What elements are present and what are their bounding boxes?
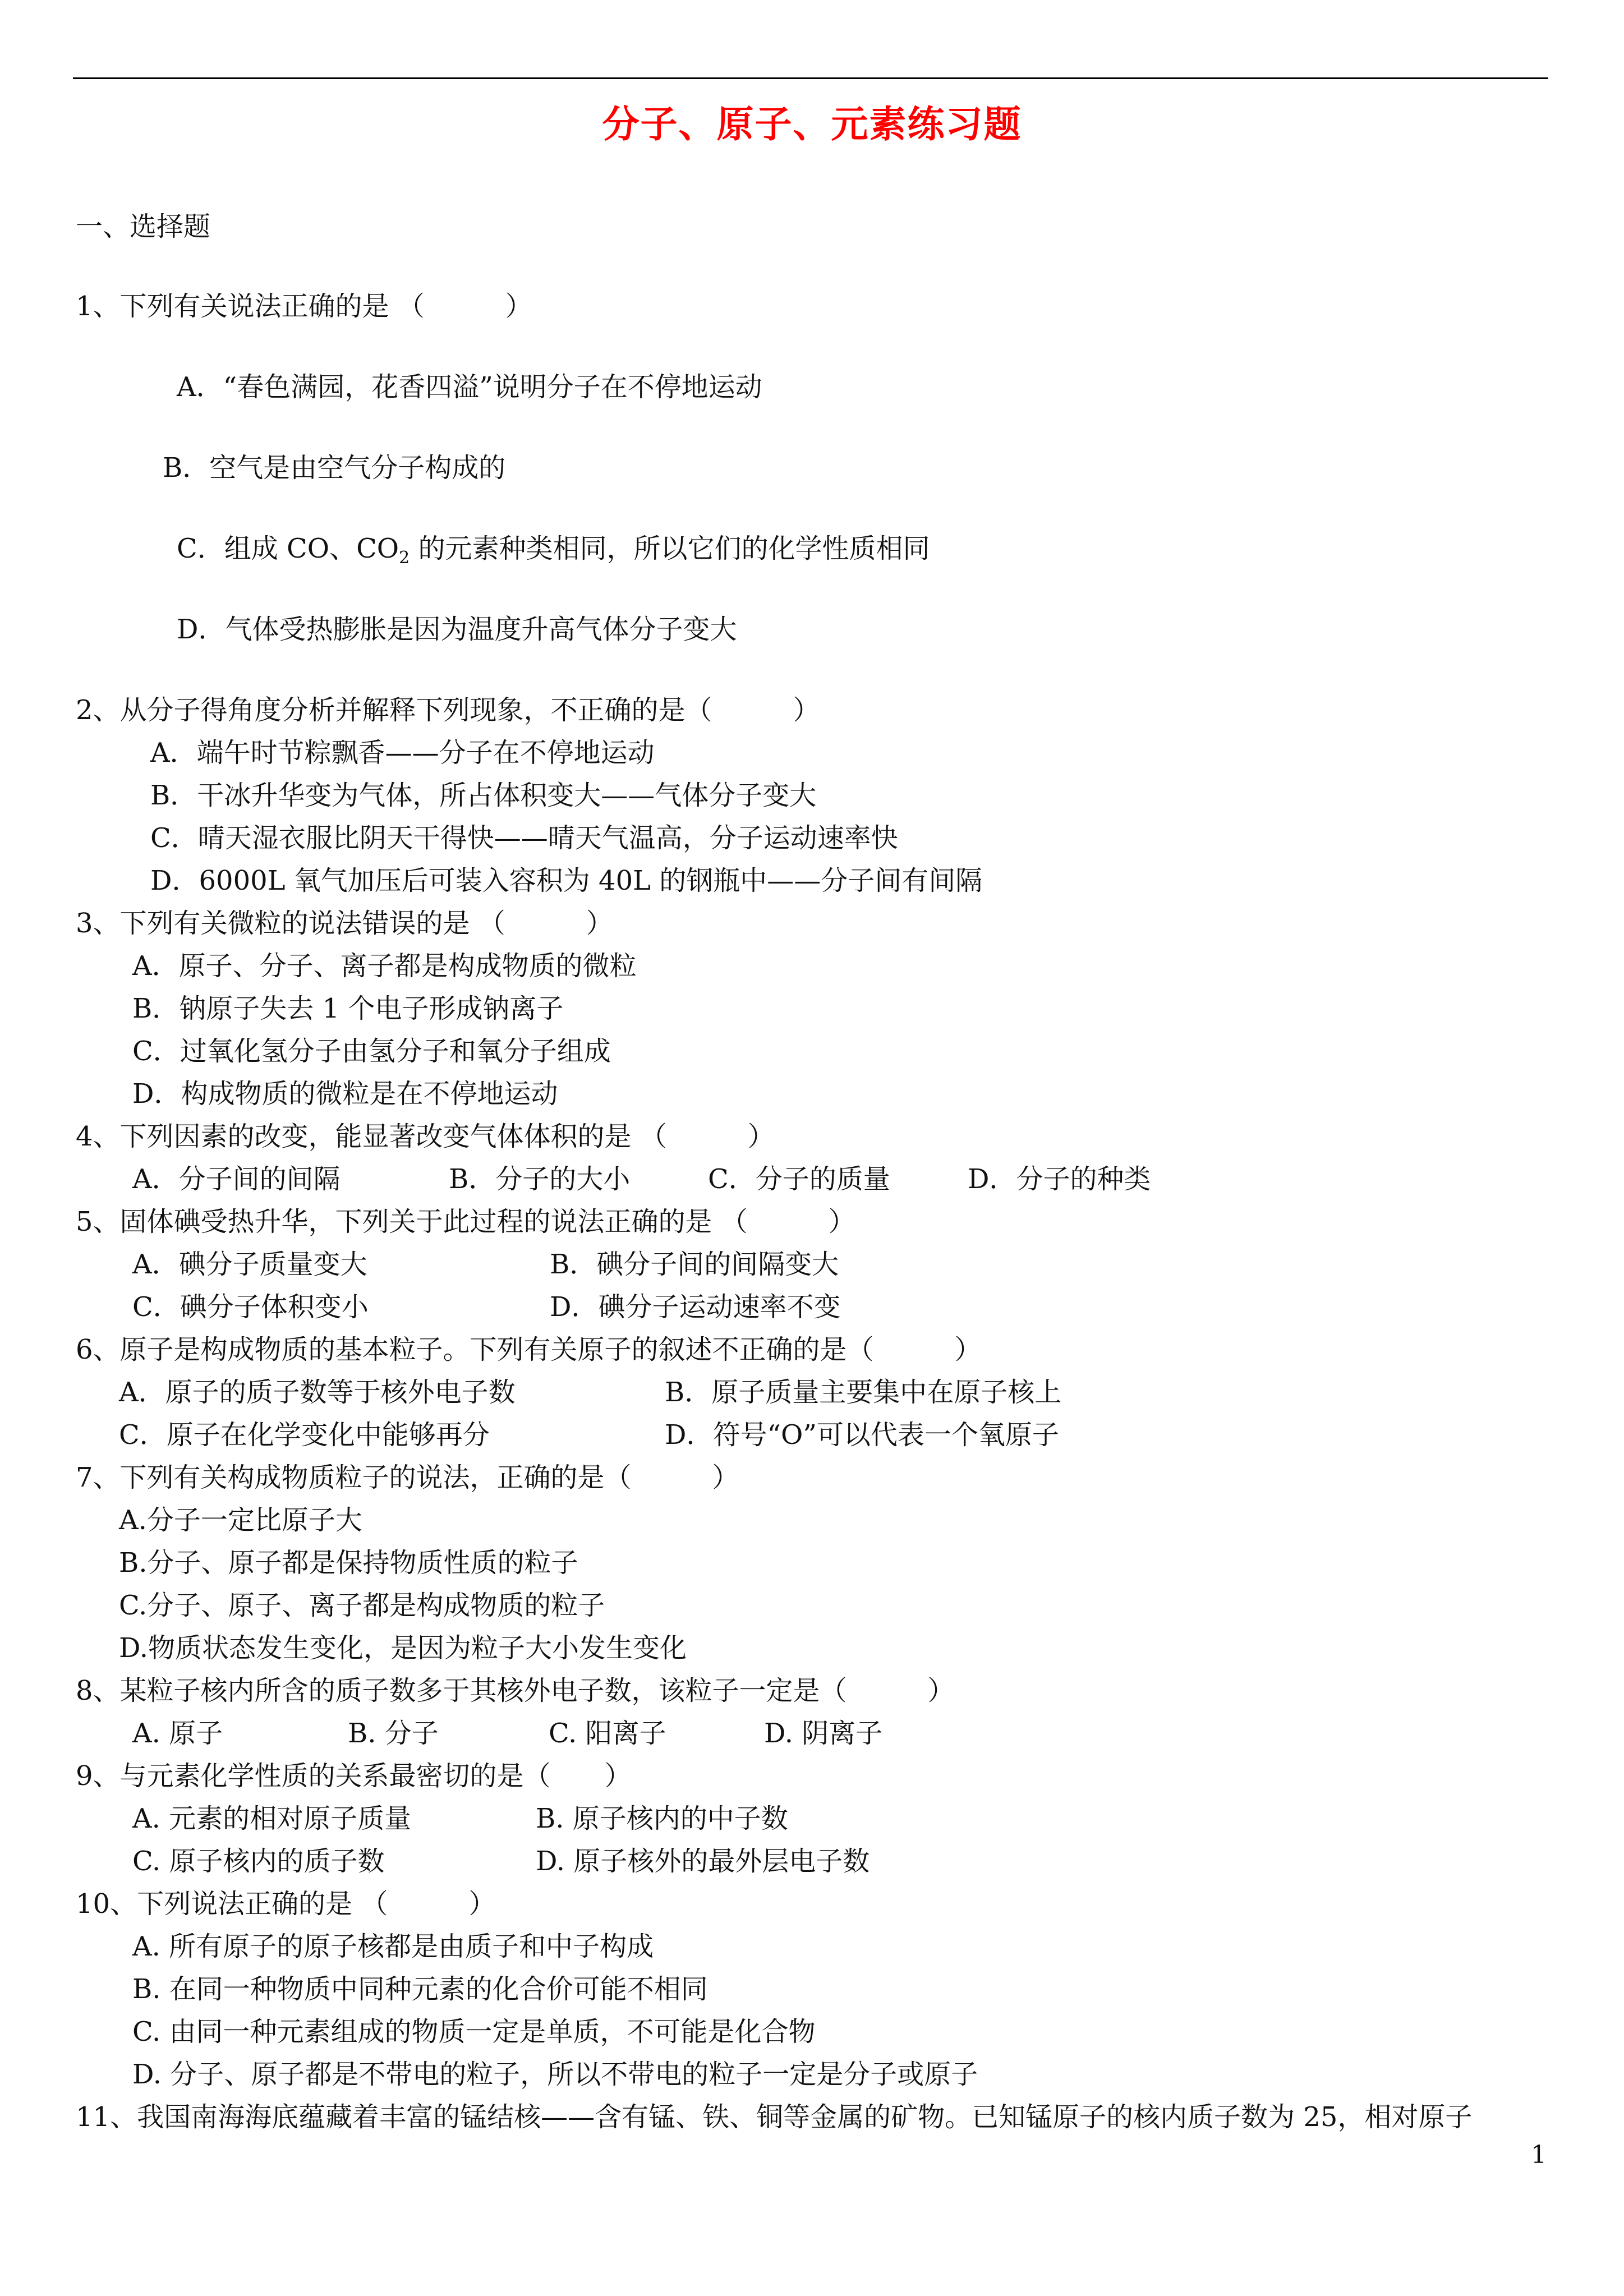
q8-option-a: A. 原子: [132, 1718, 223, 1749]
q8-stem: 8、某粒子核内所含的质子数多于其核外电子数，该粒子一定是（ ）: [76, 1675, 955, 1706]
q6-stem: 6、原子是构成物质的基本粒子。下列有关原子的叙述不正确的是（ ）: [76, 1334, 982, 1365]
q3-stem: 3、下列有关微粒的说法错误的是 （ ）: [76, 908, 613, 939]
q1-option-a: A．“春色满园，花香四溢”说明分子在不停地运动: [177, 371, 762, 403]
q4-stem: 4、下列因素的改变，能显著改变气体体积的是 （ ）: [76, 1121, 775, 1152]
page-title: 分子、原子、元素练习题: [602, 103, 1022, 146]
q9-option-b: B. 原子核内的中子数: [536, 1803, 788, 1834]
q10-option-b: B. 在同一种物质中同种元素的化合价可能不相同: [132, 1973, 708, 2005]
q7-option-a: A.分子一定比原子大: [119, 1504, 362, 1536]
q4-option-d: D．分子的种类: [968, 1163, 1151, 1195]
q7-stem: 7、下列有关构成物质粒子的说法，正确的是（ ）: [76, 1462, 739, 1493]
q6-option-c: C．原子在化学变化中能够再分: [119, 1419, 490, 1451]
q2-stem: 2、从分子得角度分析并解释下列现象，不正确的是（ ）: [76, 694, 820, 726]
q10-option-d: D. 分子、原子都是不带电的粒子，所以不带电的粒子一定是分子或原子: [132, 2059, 978, 2090]
q5-stem: 5、固体碘受热升华，下列关于此过程的说法正确的是 （ ）: [76, 1206, 855, 1237]
q7-option-c: C.分子、原子、离子都是构成物质的粒子: [119, 1590, 605, 1621]
q9-stem: 9、与元素化学性质的关系最密切的是（ ）: [76, 1760, 632, 1792]
q5-option-c: C．碘分子体积变小: [132, 1291, 369, 1323]
section-heading: 一、选择题: [76, 211, 211, 242]
header-rule: [73, 77, 1548, 79]
q6-option-d: D．符号“O”可以代表一个氧原子: [665, 1419, 1059, 1451]
q11-stem: 11、我国南海海底蕴藏着丰富的锰结核——含有锰、铁、铜等金属的矿物。已知锰原子的核内质子数为 25，相对原子: [76, 2101, 1473, 2133]
q9-option-d: D. 原子核外的最外层电子数: [536, 1846, 870, 1877]
q7-option-b: B.分子、原子都是保持物质性质的粒子: [119, 1547, 578, 1579]
q9-option-a: A. 元素的相对原子质量: [132, 1803, 412, 1834]
q6-option-b: B．原子质量主要集中在原子核上: [665, 1377, 1062, 1408]
q3-option-d: D．构成物质的微粒是在不停地运动: [132, 1078, 558, 1110]
q7-option-d: D.物质状态发生变化，是因为粒子大小发生变化: [119, 1632, 687, 1664]
q2-option-c: C．晴天湿衣服比阴天干得快——晴天气温高，分子运动速率快: [150, 822, 898, 854]
q2-option-d: D．6000L 氧气加压后可装入容积为 40L 的钢瓶中——分子间有间隔: [150, 865, 983, 896]
page-number: 1: [1531, 2141, 1547, 2169]
q3-option-b: B．钠原子失去 1 个电子形成钠离子: [132, 993, 564, 1024]
q1-stem: 1、下列有关说法正确的是 （ ）: [76, 291, 532, 322]
q2-option-b: B．干冰升华变为气体，所占体积变大——气体分子变大: [150, 780, 817, 811]
q4-option-a: A．分子间的间隔: [132, 1163, 341, 1195]
q1-option-d: D．气体受热膨胀是因为温度升高气体分子变大: [177, 614, 737, 645]
q1-option-b: B．空气是由空气分子构成的: [163, 452, 506, 484]
q9-option-c: C. 原子核内的质子数: [132, 1846, 385, 1877]
q1-option-c: C．组成 CO、$CO_2$ 的元素种类相同，所以它们的化学性质相同: [177, 533, 930, 568]
q6-option-a: A．原子的质子数等于核外电子数: [119, 1377, 516, 1408]
q8-option-c: C. 阳离子: [549, 1718, 666, 1749]
q3-option-a: A．原子、分子、离子都是构成物质的微粒: [132, 950, 637, 982]
q10-option-a: A. 所有原子的原子核都是由质子和中子构成: [132, 1931, 654, 1962]
q5-option-b: B．碘分子间的间隔变大: [550, 1249, 839, 1280]
q4-option-b: B．分子的大小: [449, 1163, 631, 1195]
q10-option-c: C. 由同一种元素组成的物质一定是单质，不可能是化合物: [132, 2016, 816, 2047]
q3-option-c: C．过氧化氢分子由氢分子和氧分子组成: [132, 1036, 611, 1067]
q10-stem: 10、下列说法正确的是 （ ）: [76, 1888, 496, 1920]
q5-option-a: A．碘分子质量变大: [132, 1249, 367, 1280]
q4-option-c: C．分子的质量: [708, 1163, 890, 1195]
q2-option-a: A．端午时节粽飘香——分子在不停地运动: [150, 737, 655, 769]
q8-option-d: D. 阴离子: [764, 1718, 883, 1749]
q5-option-d: D．碘分子运动速率不变: [550, 1291, 841, 1323]
q8-option-b: B. 分子: [348, 1718, 439, 1749]
